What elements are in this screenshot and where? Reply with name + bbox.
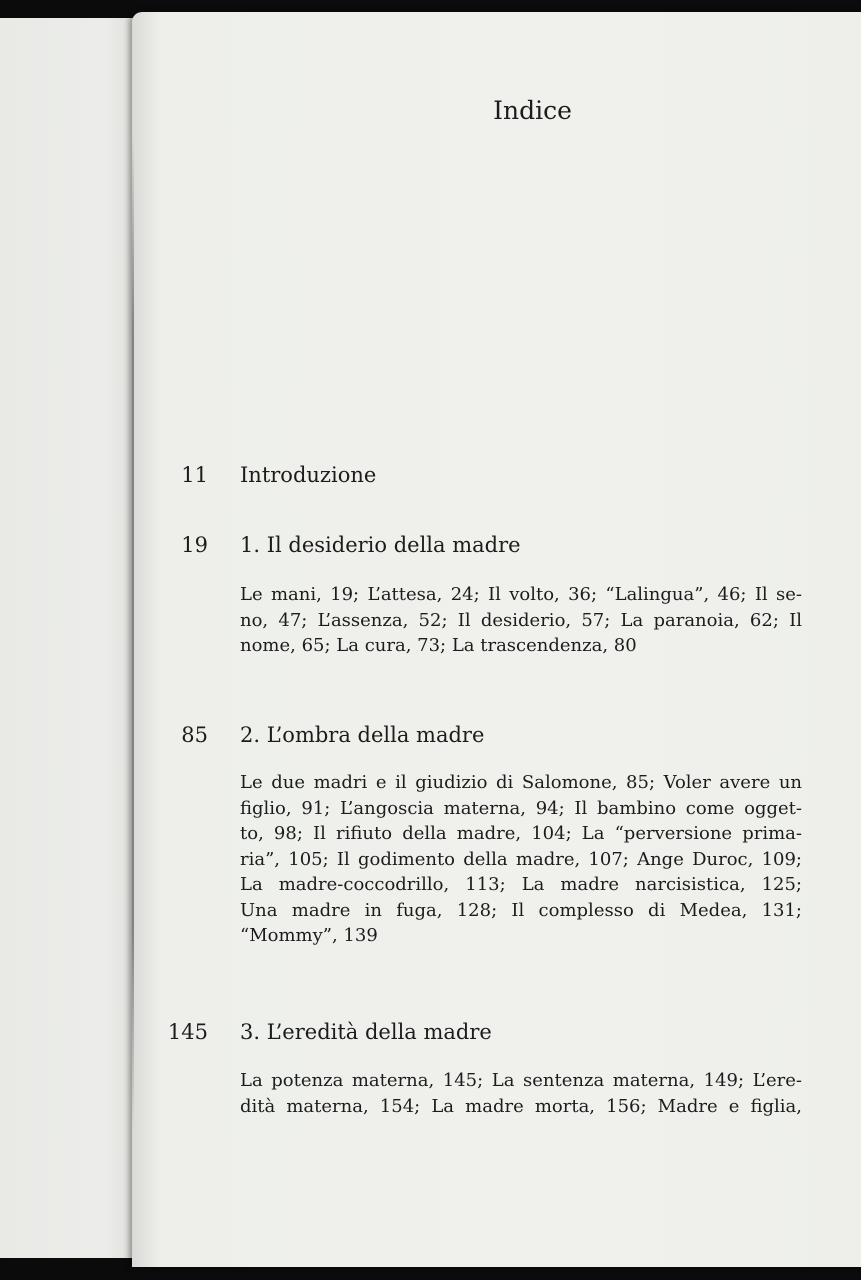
section-line: Le mani, 19; L’attesa, 24; Il volto, 36; “Lalingua”, 46; Il se-: [240, 584, 802, 605]
section-line: “Mommy”, 139: [240, 925, 378, 946]
section-line: La madre-coccodrillo, 113; La madre narcisistica, 125;: [240, 874, 802, 895]
toc-entry-chapter-1: [132, 533, 861, 563]
section-line: Una madre in fuga, 128; Il complesso di Medea, 131;: [240, 899, 802, 921]
section-line: ria”, 105; Il godimento della madre, 107; Ange Duroc, 109;: [240, 848, 802, 870]
section-line: to, 98; Il rifiuto della madre, 104; La “perversione prima-: [240, 823, 802, 844]
page-gutter-shadow: [132, 132, 134, 1132]
toc-page-number: 11: [181, 463, 208, 487]
toc-entry-chapter-2: [132, 723, 861, 753]
toc-page-number: 145: [167, 1020, 208, 1044]
section-line: La potenza materna, 145; La sentenza materna, 149; L’ere-: [240, 1070, 802, 1091]
toc-chapter-3-sections: [240, 1068, 802, 1119]
toc-entry-introduzione: [132, 463, 861, 493]
section-line: Le due madri e il giudizio di Salomone, 85; Voler avere un: [240, 772, 802, 793]
toc-page-number: 85: [181, 723, 208, 747]
toc-entry-title: Introduzione: [240, 463, 377, 487]
toc-chapter-2-sections: [240, 770, 802, 949]
toc-page-number: 19: [181, 533, 208, 557]
section-line: nome, 65; La cura, 73; La trascendenza, 80: [240, 635, 637, 656]
toc-entry-title: 3. L’eredità della madre: [240, 1020, 492, 1044]
section-line: no, 47; L’assenza, 52; Il desiderio, 57; La paranoia, 62; Il: [240, 609, 802, 631]
index-page: [132, 12, 861, 1267]
left-page-edge: [0, 18, 150, 1258]
section-line: dità materna, 154; La madre morta, 156; Madre e figlia,: [240, 1095, 802, 1117]
section-line: figlio, 91; L’angoscia materna, 94; Il bambino come ogget-: [240, 797, 802, 819]
toc-entry-chapter-3: [132, 1020, 861, 1050]
toc-entry-title: 1. Il desiderio della madre: [240, 533, 521, 557]
toc-chapter-1-sections: [240, 582, 802, 659]
toc-entry-title: 2. L’ombra della madre: [240, 723, 485, 747]
page-title: Indice: [493, 96, 572, 125]
